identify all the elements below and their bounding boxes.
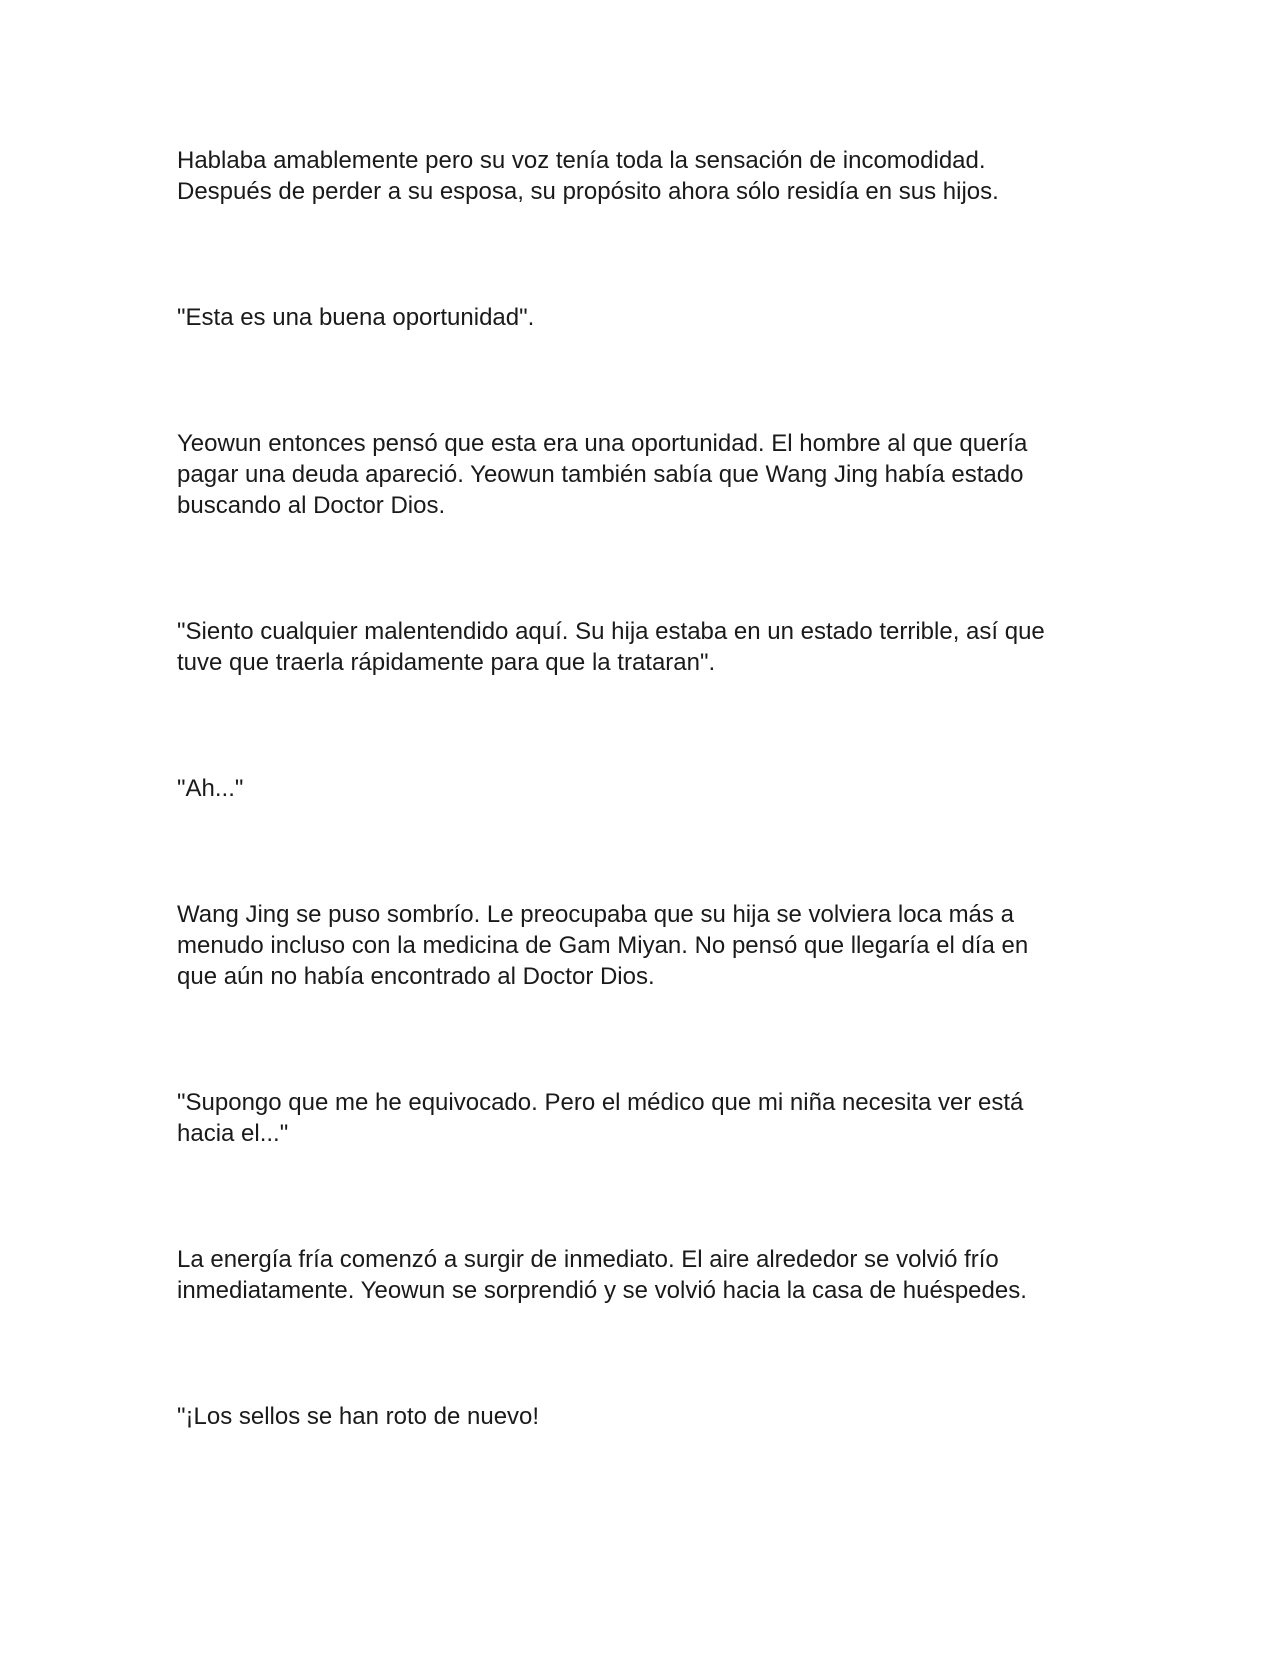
paragraph-4: "Siento cualquier malentendido aquí. Su hija estaba en un estado terrible, así que tuve que traerla rápidamente para que la trataran". [177,618,1045,676]
paragraph-9: "¡Los sellos se han roto de nuevo! [177,1403,540,1430]
paragraph-7: "Supongo que me he equivocado. Pero el médico que mi niña necesita ver está hacia el..." [177,1089,1024,1147]
paragraph-2: "Esta es una buena oportunidad". [177,304,535,331]
paragraph-6: Wang Jing se puso sombrío. Le preocupaba que su hija se volviera loca más a menudo incluso con la medicina de Gam Miyan. No pensó que llegaría el día en que aún no había encontrado al Doctor Dios. [177,901,1029,990]
document-body [177,145,1117,1432]
paragraph-3: Yeowun entonces pensó que esta era una oportunidad. El hombre al que quería pagar una deuda apareció. Yeowun también sabía que Wang Jing había estado buscando al Doctor Dios. [177,430,1028,519]
paragraph-1: Hablaba amablemente pero su voz tenía toda la sensación de incomodidad. Después de perder a su esposa, su propósito ahora sólo residía en sus hijos. [177,147,999,205]
paragraph-5: "Ah..." [177,775,244,802]
paragraph-8: La energía fría comenzó a surgir de inmediato. El aire alrededor se volvió frío inmediatamente. Yeowun se sorprendió y se volvió hacia la casa de huéspedes. [177,1246,1027,1304]
